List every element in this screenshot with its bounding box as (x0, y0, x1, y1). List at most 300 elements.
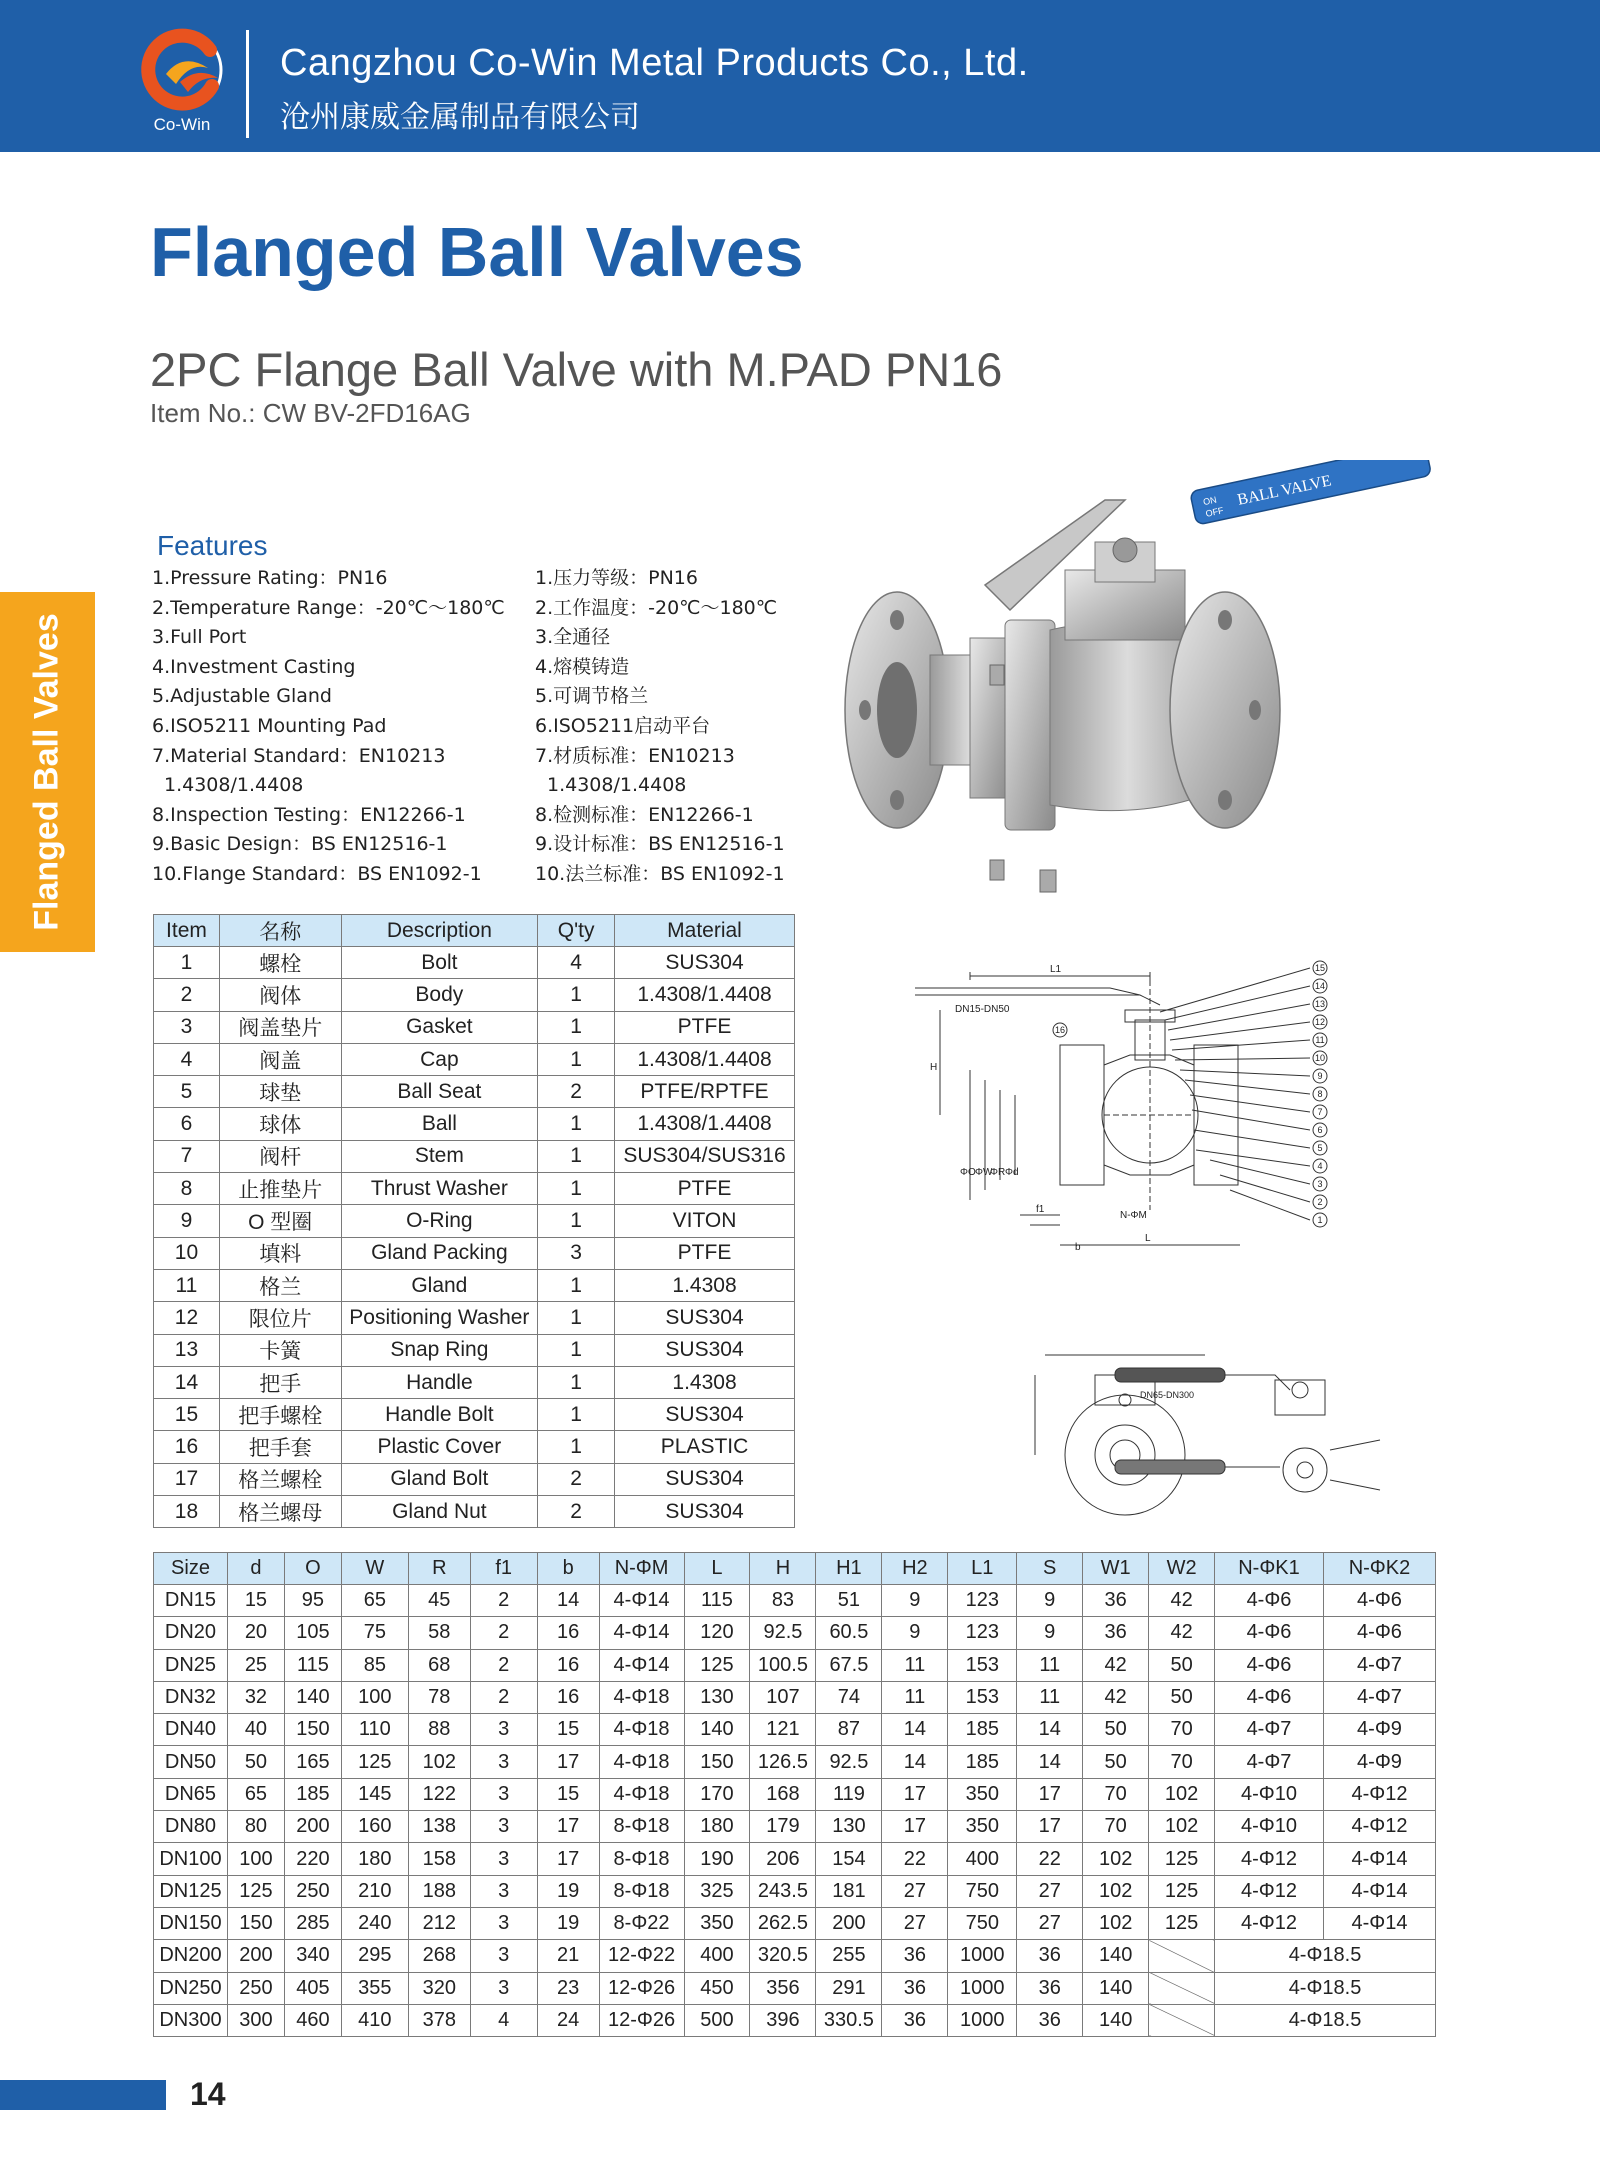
cell-material: SUS304 (615, 1496, 795, 1528)
table-cell: 125 (227, 1875, 284, 1907)
table-cell: 170 (684, 1778, 750, 1810)
header-cell: R (408, 1553, 470, 1585)
dim-label-f1: f1 (1036, 1204, 1045, 1215)
table-cell: 4-Φ10 (1215, 1811, 1324, 1843)
table-cell: 75 (341, 1617, 408, 1649)
table-cell: 70 (1083, 1778, 1149, 1810)
table-cell: 350 (948, 1778, 1017, 1810)
header-item: Item (154, 915, 220, 947)
table-cell: 250 (227, 1972, 284, 2004)
cell-name-cn: O 型圈 (219, 1205, 341, 1237)
table-header-row (154, 915, 795, 947)
table-cell: 750 (948, 1907, 1017, 1939)
table-cell: 74 (816, 1681, 882, 1713)
table-cell: 102 (1083, 1907, 1149, 1939)
cell-qty: 1 (538, 1011, 615, 1043)
table-cell: 4-Φ14 (599, 1617, 684, 1649)
table-cell: 24 (537, 2004, 599, 2036)
table-cell: 125 (1149, 1907, 1215, 1939)
table-cell: 36 (1083, 1617, 1149, 1649)
table-row (154, 1585, 1436, 1617)
table-cell: 17 (1017, 1778, 1083, 1810)
table-cell: 100 (341, 1681, 408, 1713)
header-cell: W2 (1149, 1553, 1215, 1585)
footer-bar (0, 2080, 166, 2110)
cell-description: Gland Packing (341, 1237, 538, 1269)
cell-name-cn: 卡簧 (219, 1334, 341, 1366)
table-cell: 119 (816, 1778, 882, 1810)
table-cell: 102 (1149, 1778, 1215, 1810)
table-cell: 1000 (948, 2004, 1017, 2036)
header-divider (246, 30, 249, 138)
cell-description: Snap Ring (341, 1334, 538, 1366)
table-cell: 85 (341, 1649, 408, 1681)
balloon-3: 3 (1317, 1179, 1323, 1189)
company-name-cn: 沧州康威金属制品有限公司 (280, 100, 640, 135)
table-cell: 320.5 (750, 1940, 816, 1972)
table-cell: 4-Φ7 (1323, 1649, 1435, 1681)
parts-table (153, 914, 795, 1528)
table-row (154, 947, 795, 979)
table-cell: 3 (470, 1714, 537, 1746)
cell-name-cn: 格兰 (219, 1269, 341, 1301)
table-cell: 350 (948, 1811, 1017, 1843)
table-cell: 36 (882, 1972, 948, 2004)
table-cell: DN50 (154, 1746, 228, 1778)
balloon-4: 4 (1317, 1161, 1323, 1171)
table-cell: 350 (684, 1907, 750, 1939)
table-cell: 206 (750, 1843, 816, 1875)
table-cell: 125 (684, 1649, 750, 1681)
table-cell: 110 (341, 1714, 408, 1746)
balloon-9: 9 (1317, 1071, 1323, 1081)
table-cell: 125 (341, 1746, 408, 1778)
table-cell: 25 (227, 1649, 284, 1681)
table-cell: 400 (684, 1940, 750, 1972)
feature-item: 8.Inspection Testing：EN12266-1 (152, 803, 466, 826)
feature-item: 1.Pressure Rating：PN16 (152, 567, 388, 589)
table-cell: 115 (284, 1649, 341, 1681)
table-cell: 102 (408, 1746, 470, 1778)
table-row (154, 1778, 1436, 1810)
table-cell: 140 (1083, 1940, 1149, 1972)
cell-qty: 2 (538, 1496, 615, 1528)
table-cell: 2 (470, 1585, 537, 1617)
cell-item: 1 (154, 947, 220, 979)
cell-material: 1.4308/1.4408 (615, 1043, 795, 1075)
dim-label-l: L (1145, 1233, 1151, 1244)
cell-description: Handle Bolt (341, 1399, 538, 1431)
cell-qty: 1 (538, 1399, 615, 1431)
table-cell: 36 (882, 1940, 948, 1972)
table-cell: 11 (882, 1681, 948, 1713)
table-cell: 121 (750, 1714, 816, 1746)
balloon-10: 10 (1314, 1053, 1326, 1063)
table-cell: 200 (227, 1940, 284, 1972)
cell-material: PTFE (615, 1237, 795, 1269)
cell-material: VITON (615, 1205, 795, 1237)
table-cell: 188 (408, 1875, 470, 1907)
table-cell: 45 (408, 1585, 470, 1617)
header-cell: W1 (1083, 1553, 1149, 1585)
table-cell: 285 (284, 1907, 341, 1939)
header-material: Material (615, 915, 795, 947)
table-cell: 27 (882, 1875, 948, 1907)
cell-name-cn: 填料 (219, 1237, 341, 1269)
table-cell: 67.5 (816, 1649, 882, 1681)
table-cell: 17 (1017, 1811, 1083, 1843)
table-cell: 51 (816, 1585, 882, 1617)
table-cell: 17 (537, 1811, 599, 1843)
balloon-8: 8 (1317, 1089, 1323, 1099)
page-title: Flanged Ball Valves (150, 213, 804, 291)
table-cell: 15 (227, 1585, 284, 1617)
table-cell: 2 (470, 1617, 537, 1649)
cell-item: 16 (154, 1431, 220, 1463)
cell-item: 13 (154, 1334, 220, 1366)
table-cell: 4-Φ9 (1323, 1714, 1435, 1746)
features-list-en (152, 564, 522, 890)
cell-material: PLASTIC (615, 1431, 795, 1463)
cell-qty: 1 (538, 1205, 615, 1237)
cell-description: Body (341, 979, 538, 1011)
table-cell: 405 (284, 1972, 341, 2004)
table-cell: 17 (537, 1746, 599, 1778)
cell-material: SUS304 (615, 947, 795, 979)
table-cell: 160 (341, 1811, 408, 1843)
table-cell: DN250 (154, 1972, 228, 2004)
dimensions-table (153, 1552, 1436, 2037)
table-cell: 65 (341, 1585, 408, 1617)
table-cell: 50 (1149, 1649, 1215, 1681)
table-cell: 9 (1017, 1617, 1083, 1649)
table-cell: 70 (1083, 1811, 1149, 1843)
feature-item: 2.Temperature Range：-20℃～180℃ (152, 596, 505, 619)
table-cell: 4-Φ12 (1323, 1811, 1435, 1843)
feature-item: 3.全通径 (535, 626, 611, 649)
dim-label-b: b (1075, 1242, 1081, 1253)
table-cell-merged: 4-Φ18.5 (1215, 1972, 1436, 2004)
table-cell: 36 (1083, 1585, 1149, 1617)
header-name-cn: 名称 (219, 915, 341, 947)
cell-material: SUS304/SUS316 (615, 1140, 795, 1172)
table-cell: 12-Φ26 (599, 1972, 684, 2004)
table-cell: 92.5 (750, 1617, 816, 1649)
table-cell: 4-Φ12 (1215, 1843, 1324, 1875)
table-cell: 50 (1149, 1681, 1215, 1713)
cell-description: Bolt (341, 947, 538, 979)
cell-description: Thrust Washer (341, 1173, 538, 1205)
table-cell: 153 (948, 1681, 1017, 1713)
table-cell: 11 (1017, 1681, 1083, 1713)
table-cell: 16 (537, 1617, 599, 1649)
table-cell: 168 (750, 1778, 816, 1810)
table-cell: 14 (1017, 1714, 1083, 1746)
cell-item: 12 (154, 1302, 220, 1334)
balloon-12: 12 (1314, 1017, 1326, 1027)
table-cell: 4-Φ12 (1215, 1907, 1324, 1939)
cell-name-cn: 把手螺栓 (219, 1399, 341, 1431)
table-cell: DN150 (154, 1907, 228, 1939)
table-cell: 200 (284, 1811, 341, 1843)
table-cell: 262.5 (750, 1907, 816, 1939)
table-cell: 4-Φ6 (1215, 1585, 1324, 1617)
table-cell: 165 (284, 1746, 341, 1778)
section-side-tab-label: Flanged Ball Valves (27, 613, 66, 931)
features-heading: Features (157, 530, 268, 561)
cell-name-cn: 阀杆 (219, 1140, 341, 1172)
table-cell: 340 (284, 1940, 341, 1972)
table-cell: 4-Φ9 (1323, 1746, 1435, 1778)
page-number: 14 (190, 2076, 226, 2112)
table-cell: 4-Φ12 (1323, 1778, 1435, 1810)
table-cell: 100 (227, 1843, 284, 1875)
table-cell: 83 (750, 1585, 816, 1617)
cell-item: 11 (154, 1269, 220, 1301)
cell-qty: 1 (538, 1043, 615, 1075)
table-row (154, 1681, 1436, 1713)
cell-name-cn: 格兰螺栓 (219, 1463, 341, 1495)
feature-item: 1.压力等级：PN16 (535, 567, 698, 589)
table-cell: 14 (1017, 1746, 1083, 1778)
table-cell: DN100 (154, 1843, 228, 1875)
table-cell: 68 (408, 1649, 470, 1681)
cell-item: 14 (154, 1366, 220, 1398)
table-row (154, 1140, 795, 1172)
table-cell: 3 (470, 1940, 537, 1972)
table-cell: 22 (882, 1843, 948, 1875)
table-cell: 15 (537, 1778, 599, 1810)
table-cell: 4-Φ7 (1215, 1714, 1324, 1746)
header-cell: Size (154, 1553, 228, 1585)
table-cell: 212 (408, 1907, 470, 1939)
table-row (154, 1237, 795, 1269)
table-cell: 291 (816, 1972, 882, 2004)
cell-item: 15 (154, 1399, 220, 1431)
cell-description: Gland Bolt (341, 1463, 538, 1495)
empty-cell (1149, 1972, 1215, 2004)
table-cell: 17 (882, 1811, 948, 1843)
table-cell: 15 (537, 1714, 599, 1746)
table-row (154, 1940, 1436, 1972)
parts-table-body (154, 947, 795, 1528)
technical-drawing (910, 950, 1335, 1315)
table-cell: 126.5 (750, 1746, 816, 1778)
table-cell: 158 (408, 1843, 470, 1875)
table-row (154, 1399, 795, 1431)
drawing-size-label-2: DN65-DN300 (1140, 1390, 1195, 1400)
cell-material: SUS304 (615, 1399, 795, 1431)
cell-item: 18 (154, 1496, 220, 1528)
table-cell: DN300 (154, 2004, 228, 2036)
table-cell: 3 (470, 1811, 537, 1843)
balloon-5: 5 (1317, 1143, 1323, 1153)
table-cell: 102 (1083, 1875, 1149, 1907)
table-cell: 19 (537, 1875, 599, 1907)
handle-text: BALL VALVE (1235, 472, 1333, 509)
header-cell: f1 (470, 1553, 537, 1585)
table-cell: 150 (227, 1907, 284, 1939)
table-cell: 11 (882, 1649, 948, 1681)
table-cell: 87 (816, 1714, 882, 1746)
balloon-2: 2 (1317, 1197, 1323, 1207)
cell-description: Ball Seat (341, 1076, 538, 1108)
table-cell: 36 (1017, 2004, 1083, 2036)
cell-qty: 2 (538, 1463, 615, 1495)
cell-qty: 1 (538, 1108, 615, 1140)
table-cell: 4-Φ18 (599, 1714, 684, 1746)
table-cell: 185 (284, 1778, 341, 1810)
table-cell: 8-Φ18 (599, 1811, 684, 1843)
table-cell: 4-Φ6 (1323, 1617, 1435, 1649)
table-row (154, 1617, 1436, 1649)
table-cell: 4-Φ7 (1215, 1746, 1324, 1778)
balloon-11: 11 (1315, 1035, 1325, 1045)
table-cell: 180 (341, 1843, 408, 1875)
table-row (154, 1714, 1436, 1746)
feature-item: 9.Basic Design：BS EN12516-1 (152, 833, 448, 856)
table-cell: 8-Φ18 (599, 1843, 684, 1875)
header-qty: Q'ty (538, 915, 615, 947)
table-cell: 330.5 (816, 2004, 882, 2036)
table-cell: 180 (684, 1811, 750, 1843)
dim-label-d: Φd (1005, 1167, 1019, 1178)
table-cell: 185 (948, 1746, 1017, 1778)
table-row (154, 1972, 1436, 2004)
table-cell: DN200 (154, 1940, 228, 1972)
table-cell: DN80 (154, 1811, 228, 1843)
cell-description: O-Ring (341, 1205, 538, 1237)
table-cell: 200 (816, 1907, 882, 1939)
cell-material: 1.4308/1.4408 (615, 1108, 795, 1140)
feature-item: 6.ISO5211 Mounting Pad (152, 714, 387, 737)
feature-item: 9.设计标准：BS EN12516-1 (535, 833, 785, 856)
table-row (154, 1043, 795, 1075)
dim-label-r: ΦR (990, 1167, 1006, 1178)
table-row (154, 1431, 795, 1463)
table-cell: 65 (227, 1778, 284, 1810)
feature-item: 4.熔模铸造 (535, 655, 630, 678)
table-row (154, 1843, 1436, 1875)
logo-text: Co-Win (153, 115, 211, 134)
header-cell: N-ΦM (599, 1553, 684, 1585)
company-name-en: Cangzhou Co-Win Metal Products Co., Ltd. (280, 42, 1029, 84)
table-cell: 58 (408, 1617, 470, 1649)
table-cell: 88 (408, 1714, 470, 1746)
cell-material: SUS304 (615, 1302, 795, 1334)
dimensions-table-body (154, 1585, 1436, 2037)
table-row (154, 1496, 795, 1528)
cell-qty: 1 (538, 1173, 615, 1205)
table-row (154, 1269, 795, 1301)
cell-item: 2 (154, 979, 220, 1011)
table-cell: 17 (882, 1778, 948, 1810)
header-cell: L (684, 1553, 750, 1585)
handle-detail-drawing (1110, 1350, 1410, 1530)
table-cell: 1000 (948, 1940, 1017, 1972)
cell-material: SUS304 (615, 1463, 795, 1495)
feature-item: 5.Adjustable Gland (152, 685, 332, 708)
cell-material: 1.4308 (615, 1269, 795, 1301)
feature-item: 10.法兰标准：BS EN1092-1 (535, 862, 785, 885)
table-cell: 95 (284, 1585, 341, 1617)
table-cell: DN25 (154, 1649, 228, 1681)
table-cell: 12-Φ22 (599, 1940, 684, 1972)
feature-item: 3.Full Port (152, 626, 247, 649)
table-cell: 14 (537, 1585, 599, 1617)
table-cell: 4-Φ14 (1323, 1843, 1435, 1875)
feature-item: 4.Investment Casting (152, 655, 356, 678)
feature-item: 2.工作温度：-20℃～180℃ (535, 596, 778, 619)
table-cell: 140 (284, 1681, 341, 1713)
table-cell: 3 (470, 1746, 537, 1778)
table-cell: 9 (882, 1617, 948, 1649)
cell-item: 4 (154, 1043, 220, 1075)
table-cell: 4-Φ10 (1215, 1778, 1324, 1810)
header-cell: H2 (882, 1553, 948, 1585)
table-cell: DN20 (154, 1617, 228, 1649)
table-cell: 36 (1017, 1972, 1083, 2004)
table-cell: 125 (1149, 1843, 1215, 1875)
table-cell: 9 (1017, 1585, 1083, 1617)
feature-item: 7.Material Standard：EN10213 (152, 744, 446, 767)
table-cell: DN40 (154, 1714, 228, 1746)
table-cell: 36 (1017, 1940, 1083, 1972)
table-row (154, 1173, 795, 1205)
cell-name-cn: 止推垫片 (219, 1173, 341, 1205)
table-cell: 4-Φ14 (1323, 1907, 1435, 1939)
balloon-13: 13 (1314, 999, 1326, 1009)
table-cell: 460 (284, 2004, 341, 2036)
dim-label-o: ΦO (960, 1167, 976, 1178)
table-cell: 4-Φ6 (1215, 1617, 1324, 1649)
feature-item: 5.可调节格兰 (535, 685, 649, 708)
table-cell: 70 (1149, 1746, 1215, 1778)
cell-item: 10 (154, 1237, 220, 1269)
table-row (154, 1875, 1436, 1907)
table-row (154, 1334, 795, 1366)
table-cell: 102 (1149, 1811, 1215, 1843)
table-cell: 4-Φ14 (599, 1649, 684, 1681)
table-cell: 4-Φ12 (1215, 1875, 1324, 1907)
cell-name-cn: 阀盖 (219, 1043, 341, 1075)
cell-description: Ball (341, 1108, 538, 1140)
table-cell: 3 (470, 1875, 537, 1907)
feature-item: 1.4308/1.4408 (164, 774, 304, 797)
table-cell: 27 (1017, 1907, 1083, 1939)
table-cell: 12-Φ26 (599, 2004, 684, 2036)
cell-description: Gland Nut (341, 1496, 538, 1528)
table-cell: 123 (948, 1585, 1017, 1617)
table-cell: 355 (341, 1972, 408, 2004)
table-cell: 4-Φ7 (1323, 1681, 1435, 1713)
table-cell: 4-Φ18 (599, 1681, 684, 1713)
table-row (154, 979, 795, 1011)
cell-description: Handle (341, 1366, 538, 1398)
table-cell: 3 (470, 1907, 537, 1939)
table-cell: 130 (816, 1811, 882, 1843)
empty-cell (1149, 2004, 1215, 2036)
table-cell: 300 (227, 2004, 284, 2036)
table-cell: 80 (227, 1811, 284, 1843)
cell-item: 8 (154, 1173, 220, 1205)
table-cell: 250 (284, 1875, 341, 1907)
table-cell: 2 (470, 1649, 537, 1681)
table-header-row (154, 1553, 1436, 1585)
table-cell: 400 (948, 1843, 1017, 1875)
table-cell: 1000 (948, 1972, 1017, 2004)
header-cell: S (1017, 1553, 1083, 1585)
